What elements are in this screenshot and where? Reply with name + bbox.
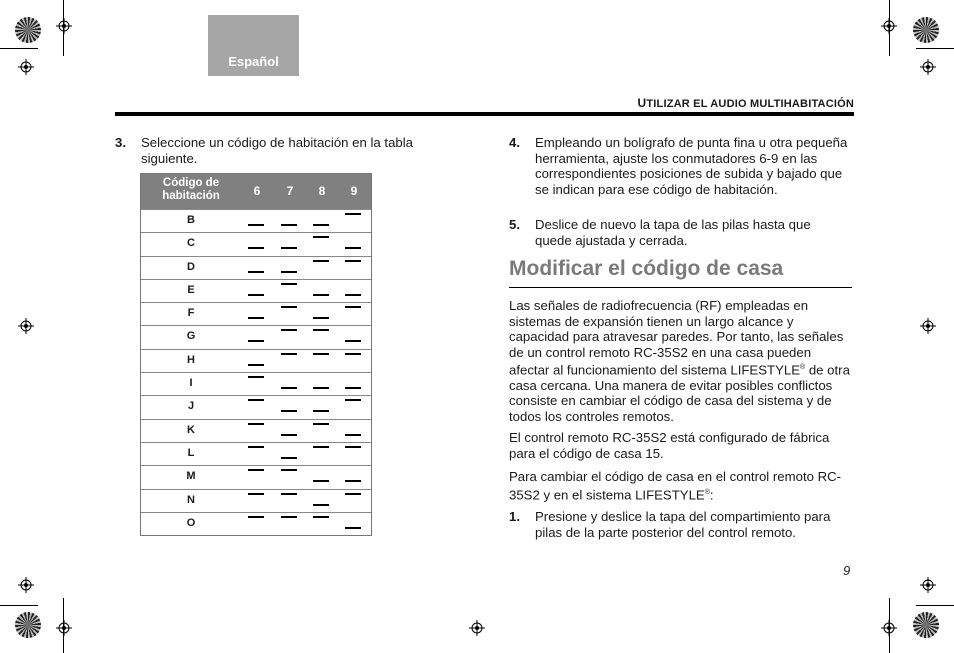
switch-position-up-icon <box>345 213 361 215</box>
switch-position-down-icon <box>313 294 329 296</box>
switch-position-up-icon <box>345 493 361 495</box>
switch-position-up-icon <box>313 353 329 355</box>
table-row <box>141 349 371 372</box>
registration-target-icon <box>56 18 72 34</box>
switch-position-down-icon <box>345 294 361 296</box>
switch-position-down-icon <box>281 387 297 389</box>
switch-position-up-icon <box>248 446 264 448</box>
switch-position-down-icon <box>248 364 264 366</box>
switch-position-down-icon <box>281 224 297 226</box>
switch-position-down-icon <box>345 480 361 482</box>
table-row <box>141 302 371 325</box>
registration-target-icon <box>469 620 485 636</box>
switch-position-down-icon <box>281 457 297 459</box>
crop-mark <box>0 605 38 606</box>
switch-position-up-icon <box>345 306 361 308</box>
switch-position-down-icon <box>281 247 297 249</box>
room-code-label: H <box>187 353 195 366</box>
column-header: Código de habitación <box>162 177 220 202</box>
switch-position-up-icon <box>313 260 329 262</box>
switch-position-down-icon <box>345 247 361 249</box>
step-text: Empleando un bolígrafo de punta fina u otra pequeña herramienta, ajuste los conmutadores 6-9 en las correspondientes posiciones de subida y bajado que se indican para ese código de habitación. <box>535 135 848 197</box>
table-header <box>141 174 371 209</box>
room-code-label: C <box>187 237 195 250</box>
column-header: 8 <box>318 184 326 198</box>
switch-position-up-icon <box>345 399 361 401</box>
room-code-label: L <box>187 446 195 459</box>
registration-target-icon <box>18 577 34 593</box>
heading-rule <box>509 287 852 288</box>
room-code-label: J <box>187 400 195 413</box>
step-text: Presione y deslice la tapa del compartimiento para pilas de la parte posterior del control remoto. <box>535 509 831 540</box>
registration-target-icon <box>881 18 897 34</box>
registration-target-icon <box>920 577 936 593</box>
step-number: 3. <box>115 135 126 150</box>
room-code-label: F <box>187 307 195 320</box>
table-row <box>141 209 371 232</box>
paragraph: Para cambiar el código de casa en el control remoto RC-35S2 y en el sistema LIFESTYLE®: <box>509 469 842 502</box>
switch-position-up-icon <box>248 516 264 518</box>
switch-position-up-icon <box>313 446 329 448</box>
table-row <box>141 325 371 348</box>
column-header: 7 <box>286 184 294 198</box>
step-text: Deslice de nuevo la tapa de las pilas hasta que quede ajustada y cerrada. <box>535 217 811 248</box>
section-title: UTILIZAR EL AUDIO MULTIHABITACIÓN <box>637 96 854 110</box>
switch-position-down-icon <box>281 271 297 273</box>
room-code-label: N <box>187 493 195 506</box>
step-number: 1. <box>509 509 520 524</box>
room-code-table <box>140 173 372 536</box>
table-row <box>141 395 371 418</box>
switch-position-up-icon <box>281 516 297 518</box>
switch-position-up-icon <box>281 469 297 471</box>
switch-position-up-icon <box>248 493 264 495</box>
table-row <box>141 419 371 442</box>
switch-position-down-icon <box>313 410 329 412</box>
language-tab <box>208 15 299 76</box>
switch-position-up-icon <box>313 516 329 518</box>
table-row <box>141 442 371 465</box>
switch-position-up-icon <box>248 423 264 425</box>
starburst-mark-icon <box>15 612 41 638</box>
starburst-mark-icon <box>913 612 939 638</box>
switch-position-down-icon <box>281 434 297 436</box>
room-code-label: K <box>187 423 195 436</box>
paragraph: El control remoto RC-35S2 está configurado de fábrica para el código de casa 15. <box>509 430 830 461</box>
table-row <box>141 489 371 512</box>
crop-mark <box>0 48 38 49</box>
crop-mark <box>916 605 954 606</box>
switch-position-down-icon <box>313 224 329 226</box>
registration-target-icon <box>18 318 34 334</box>
table-row <box>141 372 371 395</box>
table-row <box>141 232 371 255</box>
switch-position-up-icon <box>313 329 329 331</box>
switch-position-down-icon <box>281 410 297 412</box>
table-row <box>141 279 371 302</box>
crop-mark <box>916 48 954 49</box>
room-code-label: O <box>186 516 196 529</box>
switch-position-up-icon <box>281 283 297 285</box>
room-code-label: E <box>187 283 195 296</box>
switch-position-up-icon <box>345 353 361 355</box>
room-code-label: B <box>187 214 195 226</box>
registration-target-icon <box>920 318 936 334</box>
switch-position-up-icon <box>281 306 297 308</box>
column-header: 6 <box>253 184 261 198</box>
step-number: 4. <box>509 135 520 150</box>
switch-position-up-icon <box>281 329 297 331</box>
switch-position-up-icon <box>248 469 264 471</box>
registration-target-icon <box>56 620 72 636</box>
starburst-mark-icon <box>15 17 41 43</box>
header-rule <box>115 112 854 116</box>
column-header: 9 <box>350 184 358 198</box>
switch-position-down-icon <box>248 247 264 249</box>
switch-position-up-icon <box>248 399 264 401</box>
paragraph: Las señales de radiofrecuencia (RF) empleadas en sistemas de expansión tienen un largo alcance y capacidad para atravesar paredes. Por tanto, las señales de un control remoto RC-35S2 en una casa pueden afectar al funcionamiento del sistema LIFESTYLE® de otra casa cercana. Una manera de evitar posibles conflictos consiste en cambiar el código de casa del sistema y de todos los controles remotos. <box>509 298 850 424</box>
switch-position-up-icon <box>281 493 297 495</box>
page-number: 9 <box>843 563 851 578</box>
switch-position-down-icon <box>248 317 264 319</box>
switch-position-up-icon <box>313 423 329 425</box>
step-text: Seleccione un código de habitación en la tabla siguiente. <box>141 135 414 166</box>
table-body <box>141 209 371 535</box>
registration-target-icon <box>920 59 936 75</box>
switch-position-down-icon <box>248 340 264 342</box>
section-heading: Modificar el código de casa <box>509 257 784 280</box>
switch-position-down-icon <box>345 387 361 389</box>
room-code-label: M <box>186 470 196 483</box>
step-number: 5. <box>509 217 520 232</box>
room-code-label: G <box>186 330 196 343</box>
switch-position-down-icon <box>345 340 361 342</box>
switch-position-down-icon <box>345 434 361 436</box>
language-tab-label: Español <box>228 54 279 69</box>
switch-position-up-icon <box>345 260 361 262</box>
registration-target-icon <box>881 620 897 636</box>
switch-position-down-icon <box>313 317 329 319</box>
switch-position-down-icon <box>248 224 264 226</box>
registration-target-icon <box>18 59 34 75</box>
room-code-label: I <box>189 377 193 390</box>
starburst-mark-icon <box>913 17 939 43</box>
switch-position-down-icon <box>345 527 361 529</box>
table-row <box>141 465 371 488</box>
switch-position-down-icon <box>248 271 264 273</box>
switch-position-up-icon <box>313 236 329 238</box>
switch-position-down-icon <box>248 294 264 296</box>
switch-position-up-icon <box>281 353 297 355</box>
switch-position-down-icon <box>313 480 329 482</box>
room-code-label: D <box>187 260 195 273</box>
switch-position-down-icon <box>313 504 329 506</box>
table-row <box>141 256 371 279</box>
table-row <box>141 512 371 535</box>
switch-position-down-icon <box>313 387 329 389</box>
switch-position-up-icon <box>345 446 361 448</box>
switch-position-up-icon <box>248 376 264 378</box>
